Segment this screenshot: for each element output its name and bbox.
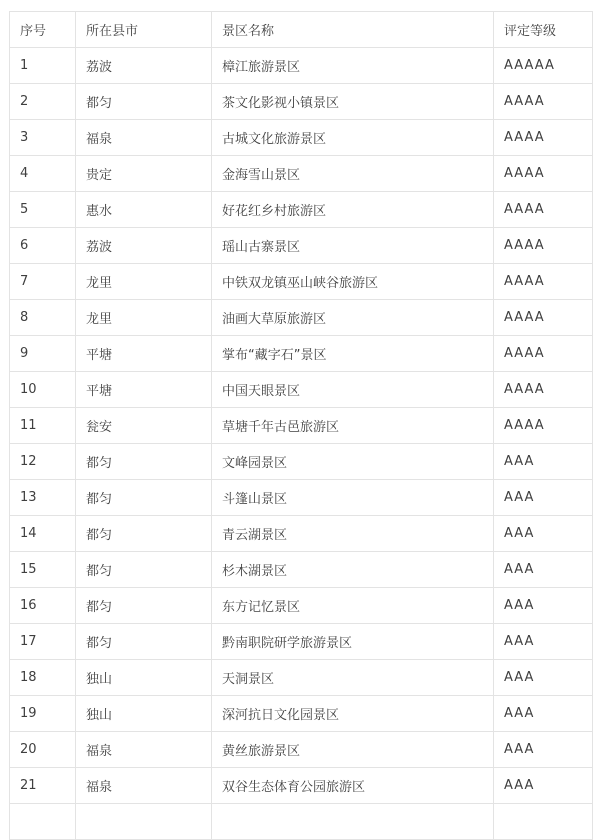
cell-index: 14 [10,516,76,552]
table-row [10,624,593,660]
cell-index: 10 [10,372,76,408]
cell-county: 都匀 [76,516,212,552]
cell-spot-name: 文峰园景区 [212,444,494,480]
cell-grade: AAA [494,516,593,552]
cell-index: 16 [10,588,76,624]
table-row [10,444,593,480]
cell-index: 11 [10,408,76,444]
cell-index: 20 [10,732,76,768]
cell-county: 独山 [76,696,212,732]
table-row [10,804,593,840]
cell-grade: AAAA [494,84,593,120]
cell-grade: AAA [494,552,593,588]
table-row [10,264,593,300]
cell-county: 龙里 [76,264,212,300]
table-row [10,120,593,156]
table-row [10,372,593,408]
table-header-row [10,12,593,48]
cell-spot-name: 茶文化影视小镇景区 [212,84,494,120]
cell-index: 12 [10,444,76,480]
table-row [10,552,593,588]
cell-county: 荔波 [76,228,212,264]
cell-grade: AAAA [494,264,593,300]
cell-spot-name: 杉木湖景区 [212,552,494,588]
cell-county: 荔波 [76,48,212,84]
cell-spot-name: 双谷生态体育公园旅游区 [212,768,494,804]
cell-spot-name: 斗篷山景区 [212,480,494,516]
cell-county: 平塘 [76,336,212,372]
cell-county: 平塘 [76,372,212,408]
cell-index: 15 [10,552,76,588]
cell-index: 19 [10,696,76,732]
cell-spot-name: 草塘千年古邑旅游区 [212,408,494,444]
cell-county: 福泉 [76,120,212,156]
table-row [10,732,593,768]
cell-index: 2 [10,84,76,120]
cell-grade: AAA [494,444,593,480]
table-row [10,408,593,444]
cell-spot-name: 樟江旅游景区 [212,48,494,84]
table-row [10,228,593,264]
table-row [10,156,593,192]
cell-grade: AAAA [494,156,593,192]
cell-index: 17 [10,624,76,660]
cell-grade [494,804,593,840]
header-county: 所在县市 [76,12,212,48]
cell-index [10,804,76,840]
cell-spot-name: 好花红乡村旅游区 [212,192,494,228]
table-row [10,516,593,552]
table-row [10,336,593,372]
cell-grade: AAAA [494,408,593,444]
cell-spot-name: 金海雪山景区 [212,156,494,192]
cell-grade: AAA [494,732,593,768]
cell-grade: AAA [494,624,593,660]
cell-county: 贵定 [76,156,212,192]
cell-index: 8 [10,300,76,336]
cell-county: 龙里 [76,300,212,336]
cell-index: 9 [10,336,76,372]
cell-grade: AAA [494,480,593,516]
cell-spot-name: 天洞景区 [212,660,494,696]
cell-spot-name: 古城文化旅游景区 [212,120,494,156]
cell-grade: AAAA [494,192,593,228]
header-grade: 评定等级 [494,12,593,48]
cell-county: 都匀 [76,480,212,516]
table-row [10,480,593,516]
cell-spot-name: 深河抗日文化园景区 [212,696,494,732]
cell-index: 5 [10,192,76,228]
cell-county: 都匀 [76,588,212,624]
cell-spot-name: 瑶山古寨景区 [212,228,494,264]
table-row [10,84,593,120]
cell-grade: AAA [494,660,593,696]
cell-index: 3 [10,120,76,156]
cell-spot-name: 黄丝旅游景区 [212,732,494,768]
cell-spot-name: 中国天眼景区 [212,372,494,408]
cell-index: 6 [10,228,76,264]
cell-grade: AAAA [494,300,593,336]
cell-grade: AAA [494,588,593,624]
cell-county: 瓮安 [76,408,212,444]
cell-spot-name: 油画大草原旅游区 [212,300,494,336]
cell-spot-name: 掌布“藏字石”景区 [212,336,494,372]
cell-county: 都匀 [76,552,212,588]
cell-grade: AAAA [494,120,593,156]
cell-county: 惠水 [76,192,212,228]
cell-spot-name: 东方记忆景区 [212,588,494,624]
cell-county: 都匀 [76,624,212,660]
cell-spot-name [212,804,494,840]
cell-grade: AAA [494,768,593,804]
cell-spot-name: 中铁双龙镇巫山峡谷旅游区 [212,264,494,300]
cell-grade: AAA [494,696,593,732]
cell-index: 1 [10,48,76,84]
cell-index: 13 [10,480,76,516]
scenic-spot-table [9,11,593,840]
cell-county: 独山 [76,660,212,696]
table-row [10,696,593,732]
table-row [10,300,593,336]
table-body [10,48,593,840]
cell-index: 21 [10,768,76,804]
table-row [10,192,593,228]
cell-index: 7 [10,264,76,300]
cell-spot-name: 青云湖景区 [212,516,494,552]
table-row [10,768,593,804]
table-row [10,588,593,624]
table-row [10,660,593,696]
cell-index: 4 [10,156,76,192]
cell-grade: AAAAA [494,48,593,84]
cell-county [76,804,212,840]
header-index: 序号 [10,12,76,48]
cell-spot-name: 黔南职院研学旅游景区 [212,624,494,660]
cell-grade: AAAA [494,228,593,264]
header-spot-name: 景区名称 [212,12,494,48]
cell-county: 福泉 [76,732,212,768]
cell-grade: AAAA [494,372,593,408]
table-row [10,48,593,84]
cell-county: 都匀 [76,444,212,480]
cell-county: 都匀 [76,84,212,120]
cell-county: 福泉 [76,768,212,804]
cell-grade: AAAA [494,336,593,372]
cell-index: 18 [10,660,76,696]
